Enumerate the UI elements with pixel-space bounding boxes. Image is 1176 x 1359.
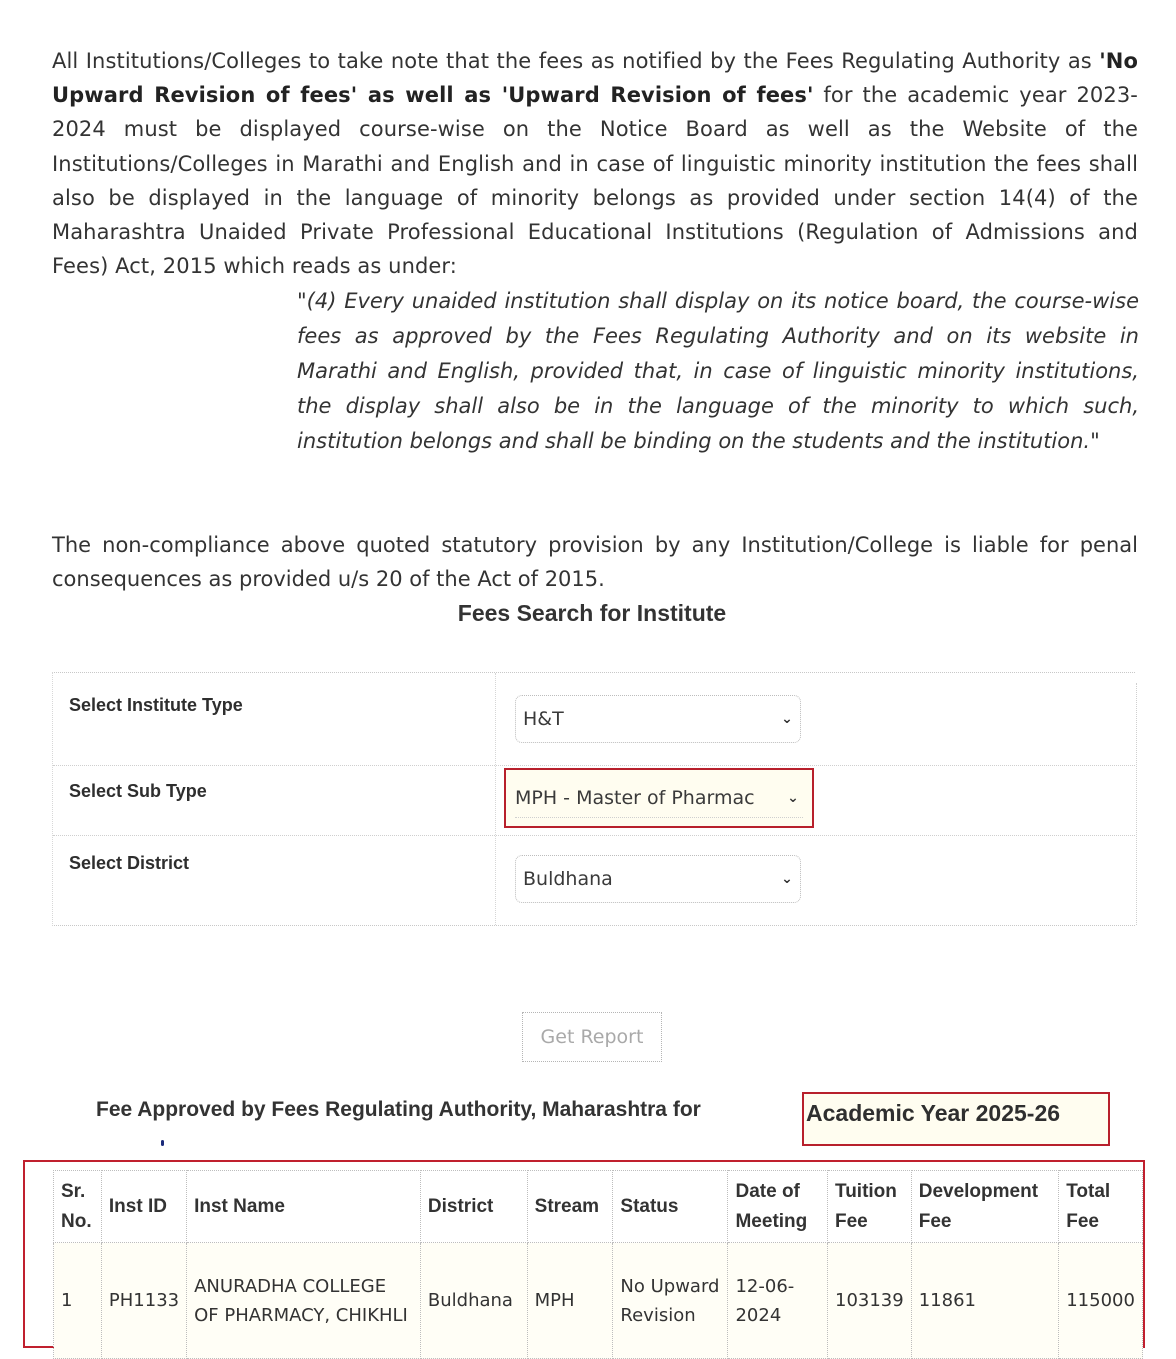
col-date-of-meeting: Date of Meeting xyxy=(728,1171,828,1243)
sub-type-label: Select Sub Type xyxy=(69,781,207,801)
notice-text-bold: 'No Upward Revision of fees' as well as 'Upward Revision of fees' xyxy=(52,49,1138,108)
sub-type-value: MPH - Master of Pharmac xyxy=(515,786,755,809)
col-district: District xyxy=(420,1171,527,1243)
cell-date: 12-06-2024 xyxy=(728,1243,828,1359)
cell-tuition-fee: 103139 xyxy=(828,1243,912,1359)
district-label: Select District xyxy=(69,853,190,873)
institute-type-value: H&T xyxy=(523,708,564,730)
district-select[interactable] xyxy=(515,855,801,903)
col-inst-id: Inst ID xyxy=(101,1171,186,1243)
chevron-down-icon: ⌄ xyxy=(787,789,799,806)
table-row xyxy=(54,1243,1143,1359)
search-form xyxy=(52,672,1135,926)
cell-inst-name: ANURADHA COLLEGE OF PHARMACY, CHIKHLI xyxy=(187,1243,421,1359)
cell-inst-id: PH1133 xyxy=(101,1243,186,1359)
get-report-button[interactable]: Get Report xyxy=(522,1012,662,1062)
institute-type-label: Select Institute Type xyxy=(69,695,243,715)
cell-sr-no: 1 xyxy=(54,1243,102,1359)
chevron-down-icon: ⌄ xyxy=(781,871,793,887)
results-title: Fee Approved by Fees Regulating Authority, Maharashtra for xyxy=(96,1098,701,1121)
form-right-edge xyxy=(1136,683,1137,925)
search-title: Fees Search for Institute xyxy=(457,600,727,626)
col-total-fee: Total Fee xyxy=(1059,1171,1143,1243)
col-status: Status xyxy=(613,1171,728,1243)
table-header-row xyxy=(54,1171,1143,1243)
col-inst-name: Inst Name xyxy=(187,1171,421,1243)
ink-mark xyxy=(161,1140,164,1146)
results-table-highlight xyxy=(23,1160,1145,1348)
col-development-fee: Development Fee xyxy=(911,1171,1059,1243)
fees-table xyxy=(53,1170,1143,1359)
cell-stream: MPH xyxy=(527,1243,613,1359)
academic-year: Academic Year 2025-26 xyxy=(806,1100,1061,1126)
col-sr-no: Sr. No. xyxy=(54,1171,102,1243)
col-stream: Stream xyxy=(527,1171,613,1243)
sub-type-highlight xyxy=(504,768,814,828)
chevron-down-icon: ⌄ xyxy=(781,711,793,727)
cell-district: Buldhana xyxy=(420,1243,527,1359)
penal-notice: The non-compliance above quoted statutory provision by any Institution/College is liable for penal consequences as provided u/s 20 of the Act of 2015. xyxy=(52,533,1138,591)
notice-paragraph xyxy=(52,44,1138,283)
institute-type-select[interactable] xyxy=(515,695,801,743)
col-tuition-fee: Tuition Fee xyxy=(828,1171,912,1243)
cell-total-fee: 115000 xyxy=(1059,1243,1143,1359)
notice-text-part1: All Institutions/Colleges to take note that the fees as notified by the Fees Regulating Authority as xyxy=(52,49,1100,73)
sub-type-select[interactable] xyxy=(515,778,803,818)
notice-text-part2: for the academic year 2023-2024 must be displayed course-wise on the Notice Board as well as the Website of the Institutions/Colleges in Marathi and English and in case of linguistic minority institution the fees shall also be displayed in the language of minority belongs as provided under section 14(4) of the Maharashtra Unaided Private Professional Educational Institutions (Regulation of Admissions and Fees) Act, 2015 which reads as under: xyxy=(52,83,1138,279)
district-value: Buldhana xyxy=(523,868,613,890)
cell-status: No Upward Revision xyxy=(613,1243,728,1359)
cell-development-fee: 11861 xyxy=(911,1243,1059,1359)
act-quote: "(4) Every unaided institution shall display on its notice board, the course-wise fees as approved by the Fees Regulating Authority and on its website in Marathi and English, provided that, in case of linguistic minority institutions, the display shall also be in the language of the minority to which such, institution belongs and shall be binding on the students and the institution." xyxy=(297,289,1139,453)
